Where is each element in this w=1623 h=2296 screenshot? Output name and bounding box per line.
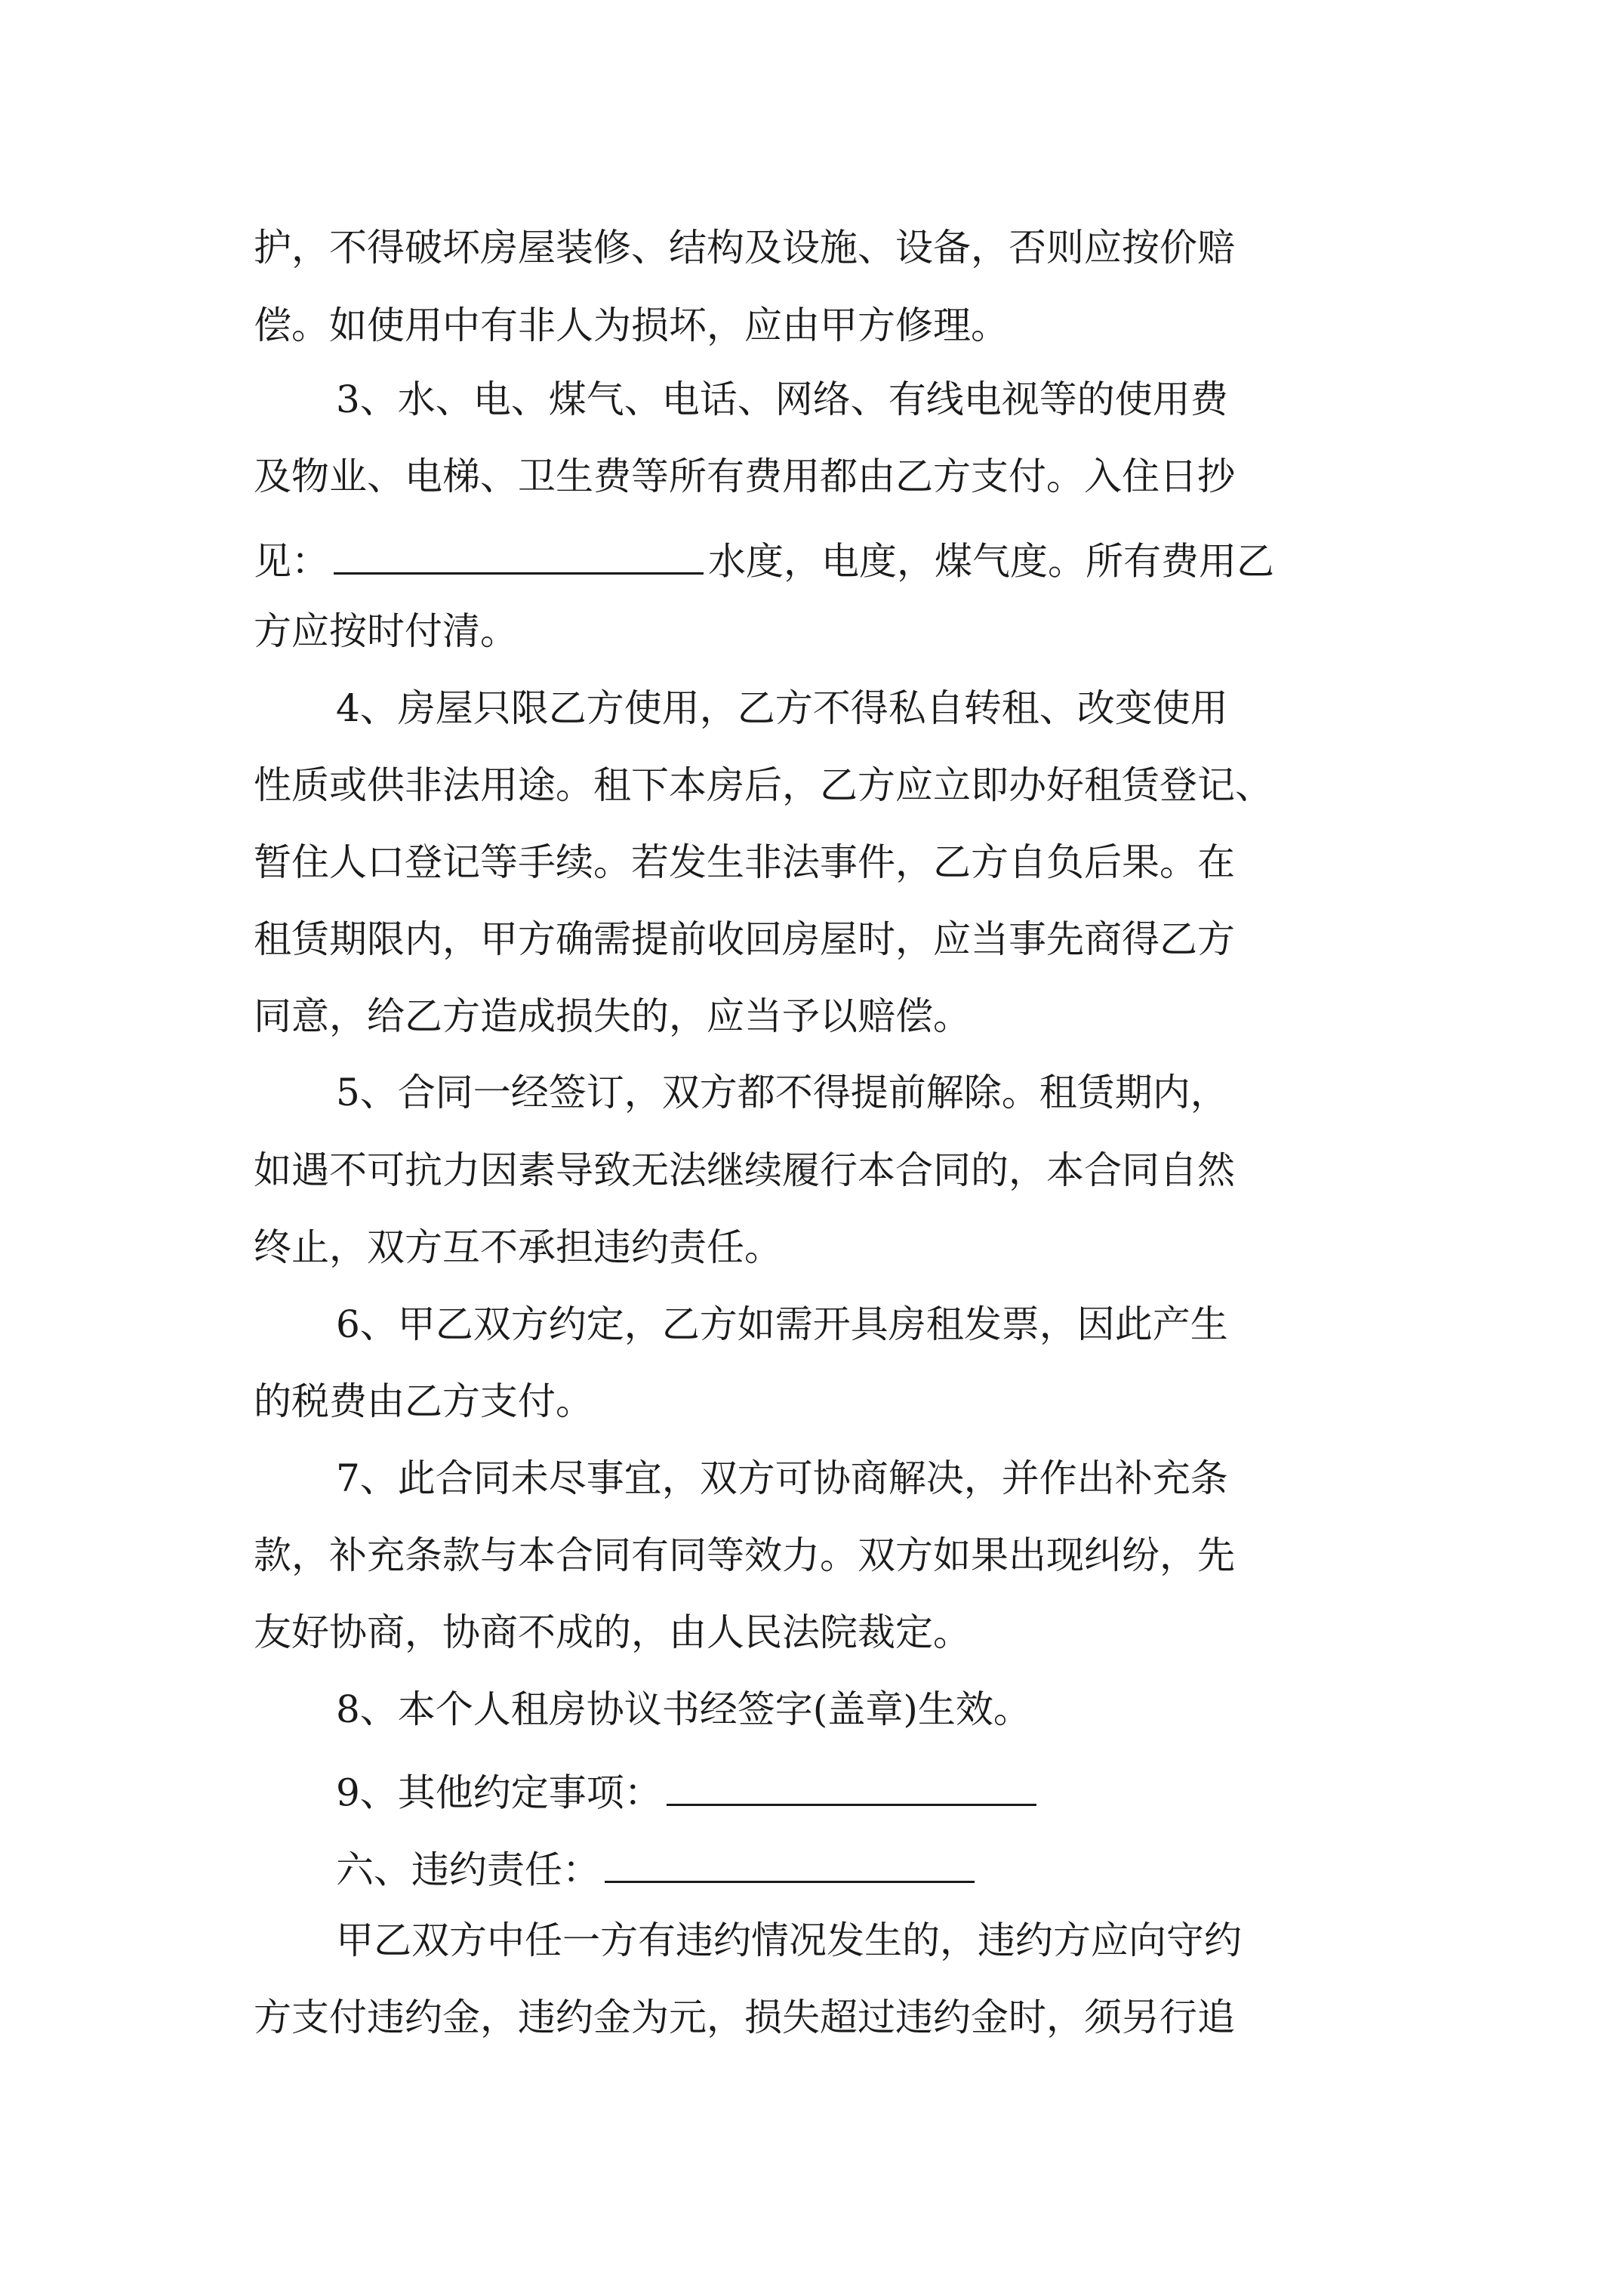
meter-reading-text: 水度，电度，煤气度。所有费用乙 (708, 539, 1274, 584)
text-line: 方应按时付清。 (254, 609, 518, 653)
breach-liability-blank (605, 1845, 975, 1883)
text-line: 的税费由乙方支付。 (254, 1379, 593, 1423)
other-terms-line (336, 1767, 1468, 1815)
meter-reading-blank (334, 536, 704, 575)
text-line: 暂住人口登记等手续。若发生非法事件，乙方自负后果。在 (254, 840, 1235, 884)
meter-reading-line (254, 536, 1386, 584)
text-line: 方支付违约金，违约金为元，损失超过违约金时，须另行追 (254, 1996, 1235, 2039)
other-terms-blank (667, 1767, 1036, 1806)
text-line: 终止，双方互不承担违约责任。 (254, 1225, 782, 1269)
text-line: 5、合同一经签订，双方都不得提前解除。租赁期内， (336, 1071, 1228, 1114)
text-line: 同意，给乙方造成损失的，应当予以赔偿。 (254, 994, 971, 1038)
text-line: 偿。如使用中有非人为损坏，应由甲方修理。 (254, 304, 1009, 347)
text-line: 4、房屋只限乙方使用，乙方不得私自转租、改变使用 (336, 686, 1228, 730)
text-line: 3、水、电、煤气、电话、网络、有线电视等的使用费 (336, 378, 1228, 421)
breach-liability-line (336, 1845, 1468, 1892)
text-line: 性质或供非法用途。租下本房后，乙方应立即办好租赁登记、 (254, 763, 1273, 807)
text-line: 及物业、电梯、卫生费等所有费用都由乙方支付。入住日抄 (254, 455, 1235, 498)
text-line: 如遇不可抗力因素导致无法继续履行本合同的，本合同自然 (254, 1148, 1235, 1192)
text-line: 友好协商，协商不成的，由人民法院裁定。 (254, 1610, 971, 1654)
text-line: 7、此合同未尽事宜，双方可协商解决，并作出补充条 (336, 1456, 1228, 1500)
text-line: 护，不得破坏房屋装修、结构及设施、设备，否则应按价赔 (254, 226, 1235, 270)
text-line: 8、本个人租房协议书经签字(盖章)生效。 (336, 1687, 1031, 1731)
text-line: 6、甲乙双方约定，乙方如需开具房租发票，因此产生 (336, 1302, 1228, 1346)
breach-liability-label: 六、违约责任： (336, 1848, 600, 1892)
meter-reading-label: 见： (254, 539, 329, 584)
text-line: 租赁期限内，甲方确需提前收回房屋时，应当事先商得乙方 (254, 917, 1235, 961)
other-terms-label: 9、其他约定事项： (336, 1771, 662, 1815)
text-line: 款，补充条款与本合同有同等效力。双方如果出现纠纷，先 (254, 1533, 1235, 1577)
text-line: 甲乙双方中任一方有违约情况发生的，违约方应向守约 (336, 1918, 1242, 1962)
